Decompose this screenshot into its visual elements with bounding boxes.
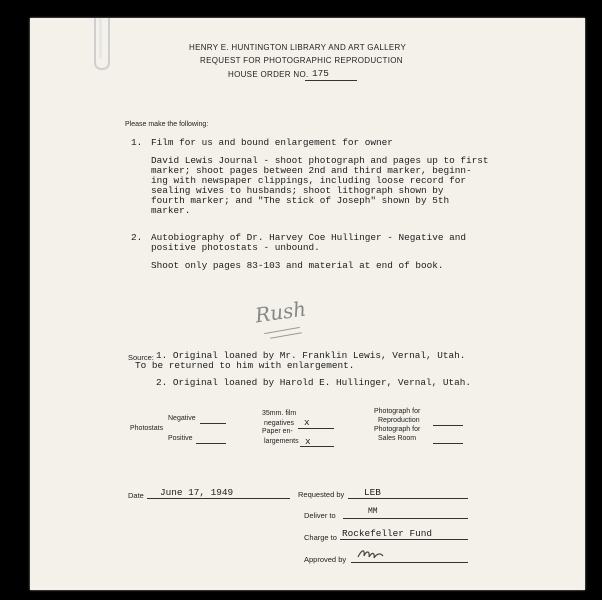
requested-by-label: Requested by bbox=[298, 490, 345, 499]
reproduction-line[interactable] bbox=[433, 425, 463, 426]
institution-name: HENRY E. HUNTINGTON LIBRARY AND ART GALLERY bbox=[189, 43, 407, 52]
paper-label-2: largements bbox=[264, 438, 299, 445]
source-label: Source: bbox=[128, 353, 154, 362]
deliver-to-value[interactable]: MM bbox=[368, 507, 378, 516]
paper-line bbox=[300, 446, 334, 447]
reproduction-label-2: Reproduction bbox=[378, 417, 420, 424]
film-line bbox=[298, 428, 334, 429]
charge-to-line bbox=[340, 539, 468, 540]
sales-label: Photograph for bbox=[374, 426, 421, 433]
negative-line[interactable] bbox=[200, 423, 226, 424]
film-label: 35mm. film bbox=[262, 410, 297, 417]
item-1-line: David Lewis Journal - shoot photograph and pages up to first bbox=[151, 155, 489, 166]
paper-label: Paper en- bbox=[262, 428, 293, 435]
item-1-line: fourth marker; and "The stick of Joseph" shown by 5th bbox=[151, 195, 450, 206]
form-title: REQUEST FOR PHOTOGRAPHIC REPRODUCTION bbox=[200, 56, 403, 65]
sales-label-2: Sales Room bbox=[378, 435, 417, 442]
item-2-number: 2. bbox=[131, 232, 143, 243]
source-line: To be returned to him with enlargement. bbox=[135, 360, 355, 371]
item-1-line: ing with newspaper clippings, including loose record for bbox=[151, 175, 467, 186]
item-2-title-line: positive photostats - unbound. bbox=[151, 242, 320, 253]
paper-mark[interactable]: x bbox=[305, 436, 311, 447]
house-order-label: HOUSE ORDER NO. bbox=[228, 70, 309, 79]
paper-clip-icon bbox=[94, 18, 110, 70]
positive-label: Positive bbox=[168, 435, 193, 442]
requested-by-line bbox=[348, 498, 468, 499]
deliver-to-line bbox=[343, 518, 468, 519]
item-1-line: marker. bbox=[151, 205, 191, 216]
item-2-note: Shoot only pages 83-103 and material at end of book. bbox=[151, 260, 444, 271]
approved-by-label: Approved by bbox=[304, 555, 347, 564]
house-order-number: 175 bbox=[312, 68, 329, 79]
approved-by-line bbox=[351, 562, 468, 563]
photostats-label: Photostats bbox=[130, 425, 164, 432]
source-line: 2. Original loaned by Harold E. Hullinger, Vernal, Utah. bbox=[156, 377, 472, 388]
charge-to-label: Charge to bbox=[304, 533, 337, 542]
reproduction-label: Photograph for bbox=[374, 408, 421, 415]
charge-to-value[interactable]: Rockefeller Fund bbox=[342, 528, 433, 539]
item-1-number: 1. bbox=[131, 137, 143, 148]
approved-signature-icon bbox=[356, 547, 386, 561]
paper-clip-inner-icon bbox=[99, 18, 102, 58]
handwritten-rush: Rush bbox=[253, 296, 308, 328]
item-2-title-line: Autobiography of Dr. Harvey Coe Hullinger - Negative and bbox=[151, 232, 467, 243]
positive-line[interactable] bbox=[196, 443, 226, 444]
item-1-title: Film for us and bound enlargement for owner bbox=[151, 137, 393, 148]
requested-by-value[interactable]: LEB bbox=[364, 487, 381, 498]
source-line: 1. Original loaned by Mr. Franklin Lewis, Vernal, Utah. bbox=[156, 350, 466, 361]
deliver-to-label: Deliver to bbox=[304, 511, 336, 520]
date-label: Date bbox=[128, 491, 144, 500]
date-line bbox=[147, 498, 290, 499]
house-order-line bbox=[305, 80, 357, 81]
instruction-text: Please make the following: bbox=[125, 121, 209, 128]
item-1-line: marker; shoot pages between 2nd and third marker, beginn- bbox=[151, 165, 472, 176]
date-value[interactable]: June 17, 1949 bbox=[160, 487, 234, 498]
sales-line[interactable] bbox=[433, 443, 463, 444]
item-1-line: sealing wives to husbands; shoot lithograph shown by bbox=[151, 185, 444, 196]
film-label-2: negatives bbox=[264, 420, 294, 427]
document-sheet bbox=[30, 18, 585, 590]
film-mark[interactable]: x bbox=[304, 417, 310, 428]
negative-label: Negative bbox=[168, 415, 196, 422]
